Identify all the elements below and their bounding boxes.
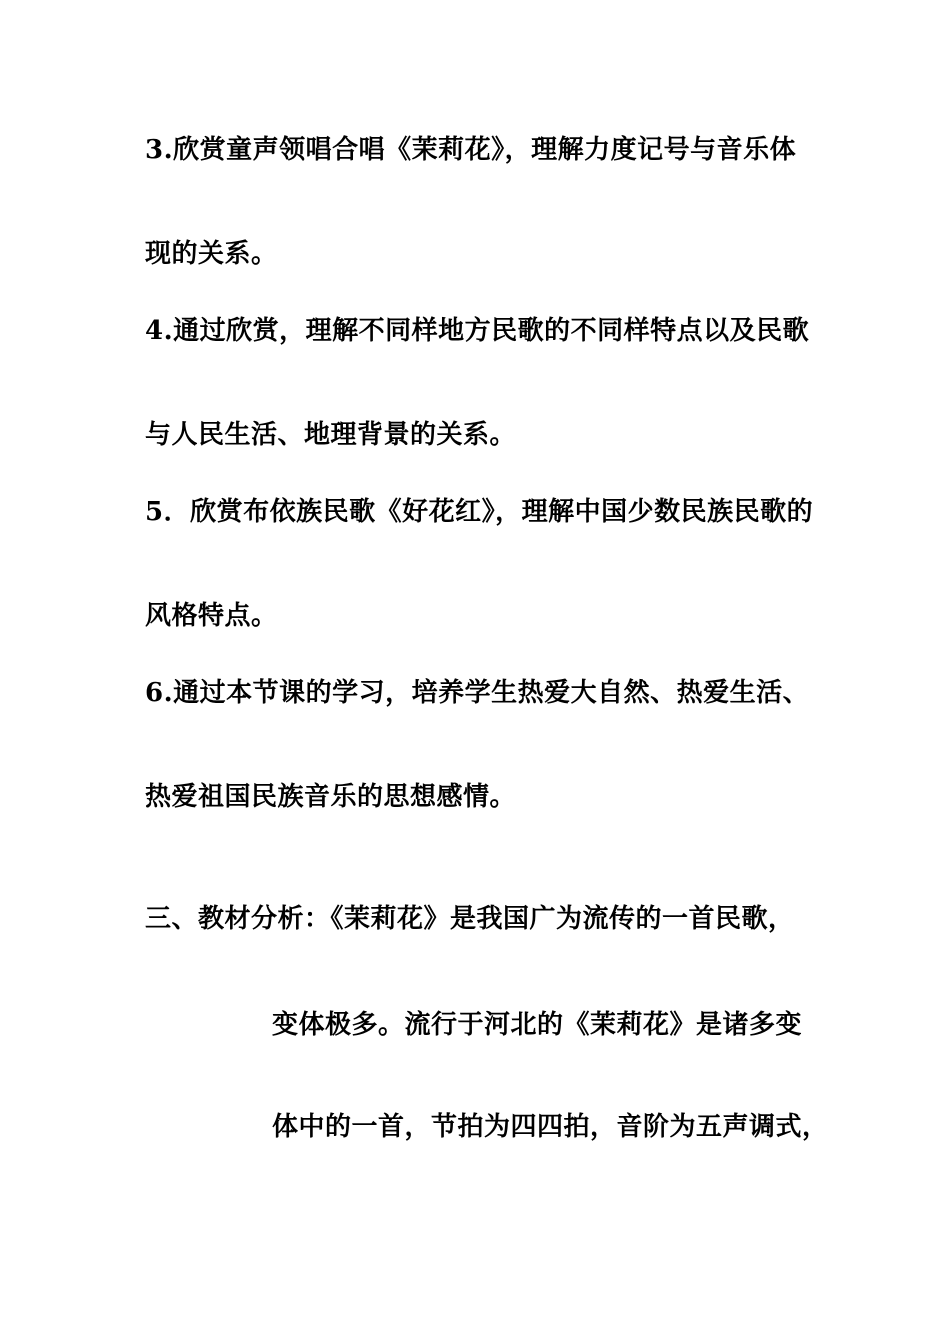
goal-4-line-1: 4.通过欣赏，理解不同样地方民歌的不同样特点以及民歌	[145, 316, 810, 346]
section-3-body-line-1: 变体极多。流行于河北的《茉莉花》是诸多变	[272, 1010, 803, 1040]
goal-6-line-2: 热爱祖国民族音乐的思想感情。	[145, 782, 517, 812]
goal-5-line-2: 风格特点。	[145, 601, 278, 631]
goal-3-line-1: 3.欣赏童声领唱合唱《茉莉花》，理解力度记号与音乐体	[145, 135, 797, 165]
goal-4-line-2: 与人民生活、地理背景的关系。	[145, 420, 517, 450]
goal-6-line-1: 6.通过本节课的学习，培养学生热爱大自然、热爱生活、	[145, 678, 810, 708]
goal-3-line-2: 现的关系。	[145, 239, 278, 269]
section-3-body-line-2: 体中的一首，节拍为四四拍，音阶为五声调式，	[272, 1112, 829, 1142]
section-3-heading-line: 三、教材分析：《茉莉花》是我国广为流传的一首民歌，	[145, 904, 795, 934]
goal-5-line-1: 5．欣赏布依族民歌《好花红》，理解中国少数民族民歌的	[145, 497, 814, 527]
